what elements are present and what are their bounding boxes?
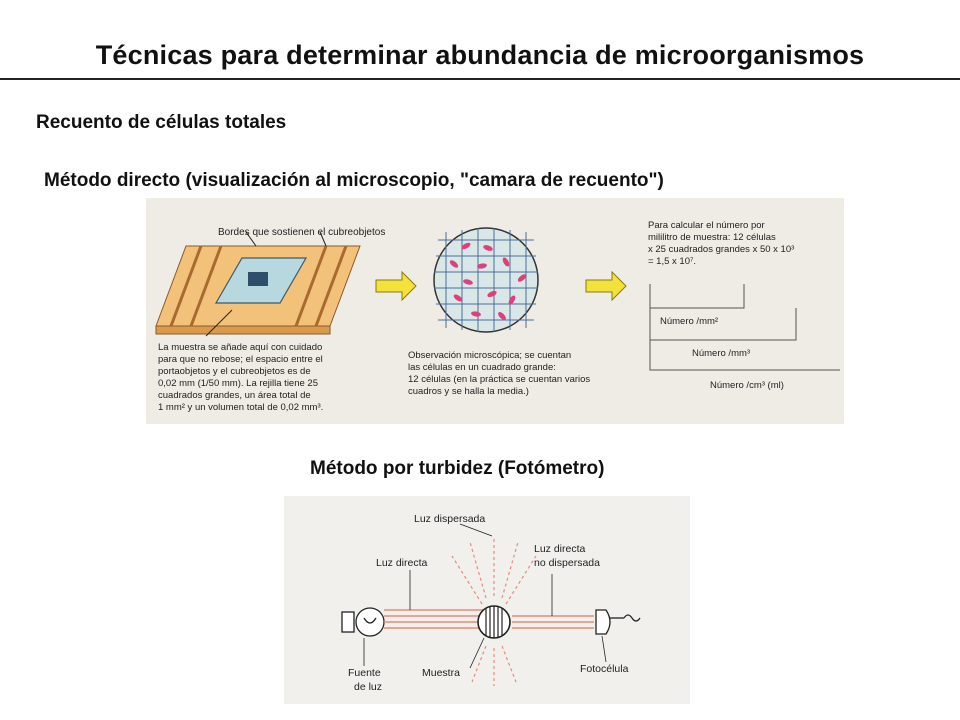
counting-chamber-diagram: [146, 198, 844, 424]
direct-method-heading: Método directo (visualización al microscopio, "camara de recuento"): [44, 170, 664, 191]
photocell-label: Fotocélula: [580, 663, 629, 675]
observation-description: [408, 350, 590, 397]
photometer-diagram: [284, 496, 690, 704]
unit-per-ml: Número /cm³ (ml): [710, 380, 784, 391]
title-divider: [0, 78, 960, 80]
turbidity-method-heading: Método por turbidez (Fotómetro): [310, 458, 605, 479]
calculation-line: = 1,5 x 10⁷.: [648, 256, 697, 267]
calculation-line: Para calcular el número por: [648, 220, 765, 231]
sample-line: portaobjetos y el cubreobjetos es de: [158, 366, 311, 377]
sample-line: para que no rebose; el espacio entre el: [158, 354, 323, 365]
direct-not-scattered-label: no dispersada: [534, 557, 600, 569]
arrow-right-icon: [376, 272, 416, 300]
observation-line: 12 células (en la práctica se cuentan varios: [408, 374, 591, 385]
observation-line: cuadros y se halla la media.): [408, 386, 529, 397]
unit-per-mm3: Número /mm³: [692, 348, 751, 359]
sample-cuvette-icon: [478, 606, 510, 638]
sample-label: Muestra: [422, 667, 460, 679]
light-source-label: de luz: [354, 681, 383, 693]
section-heading: Recuento de células totales: [36, 112, 287, 133]
slide-title: Técnicas para determinar abundancia de microorganismos: [95, 40, 865, 70]
light-bulb-icon: [342, 608, 384, 636]
slide-label: Bordes que sostienen el cubreobjetos: [218, 227, 386, 238]
scattered-light-label: Luz dispersada: [414, 513, 486, 525]
sample-description: [158, 342, 323, 413]
photometer-figure: [284, 496, 690, 704]
direct-light-label: Luz directa: [376, 557, 428, 569]
sample-line: 0,02 mm (1/50 mm). La rejilla tiene 25: [158, 378, 318, 389]
counting-chamber-figure: [146, 198, 844, 424]
photocell-icon: [596, 610, 640, 634]
microscope-view-icon: [434, 228, 538, 332]
observation-line: las células en un cuadrado grande:: [408, 362, 556, 373]
arrow-right-icon: [586, 272, 626, 300]
direct-not-scattered-label: Luz directa: [534, 543, 586, 555]
calculation-line: x 25 cuadrados grandes x 50 x 10³: [648, 244, 795, 255]
slide-icon: [156, 232, 360, 336]
sample-line: La muestra se añade aquí con cuidado: [158, 342, 323, 353]
unit-per-mm2: Número /mm²: [660, 316, 719, 327]
calculation-text: [648, 220, 794, 267]
sample-line: cuadrados grandes, un área total de: [158, 390, 311, 401]
calculation-line: mililitro de muestra: 12 células: [648, 232, 776, 243]
observation-line: Observación microscópica; se cuentan: [408, 350, 572, 361]
sample-line: 1 mm² y un volumen total de 0,02 mm³.: [158, 402, 324, 413]
light-source-label: Fuente: [348, 667, 381, 679]
